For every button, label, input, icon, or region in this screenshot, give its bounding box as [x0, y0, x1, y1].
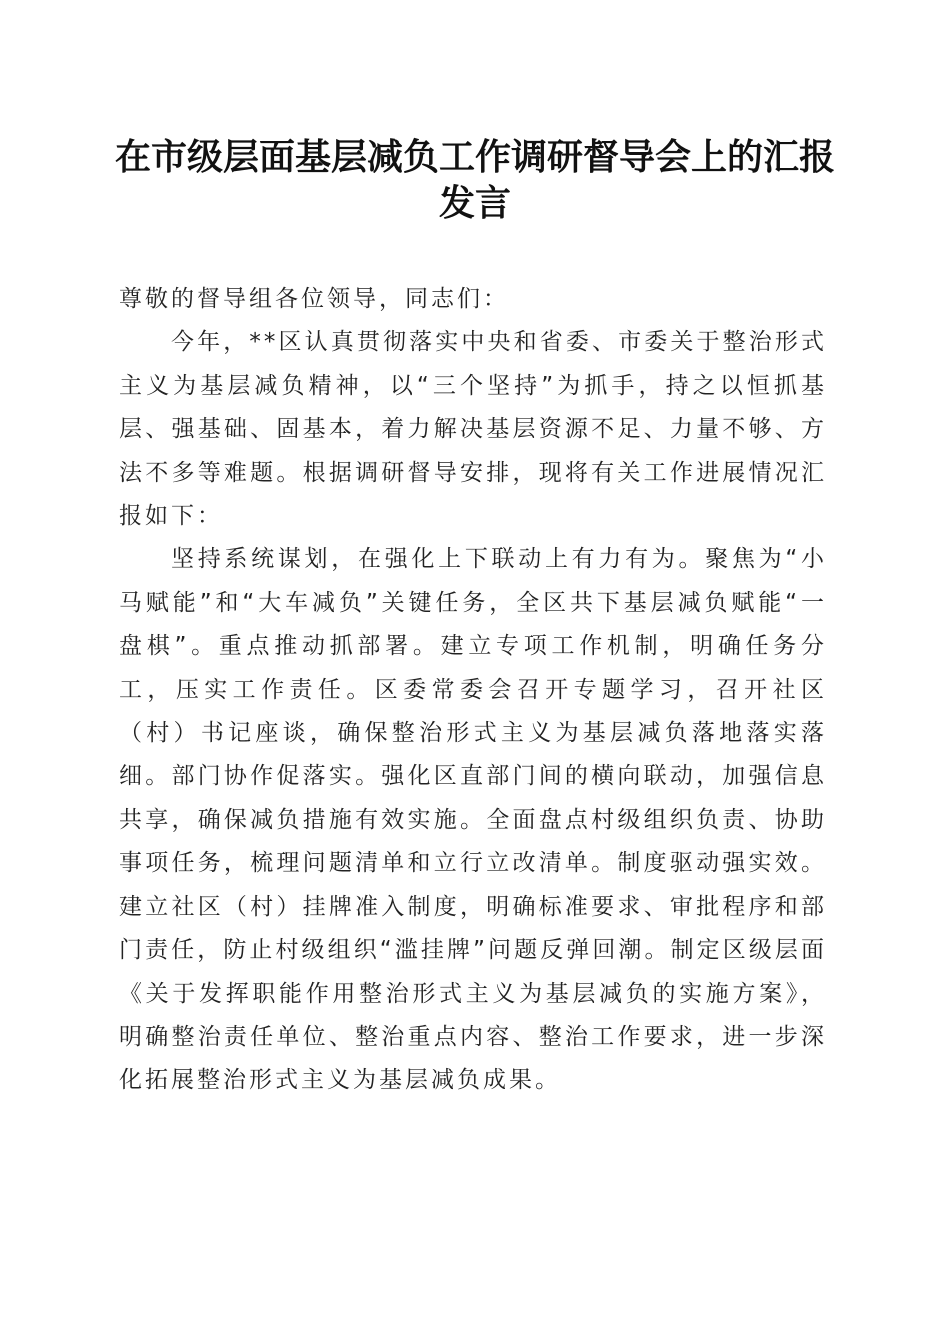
document-body	[119, 278, 827, 1103]
paragraph-intro: 今年，**区认真贯彻落实中央和省委、市委关于整治形式主义为基层减负精神，以“三个坚持”为抓手，持之以恒抓基层、强基础、固基本，着力解决基层资源不足、力量不够、方法不多等难题。根据调研督导安排，现将有关工作进展情况汇报如下：	[119, 329, 827, 530]
salutation: 尊敬的督导组各位领导，同志们：	[119, 286, 509, 312]
document-title: 在市级层面基层减负工作调研督导会上的汇报发言	[114, 136, 835, 224]
paragraph-system-planning: 坚持系统谋划，在强化上下联动上有力有为。聚焦为“小马赋能”和“大车减负”关键任务，全区共下基层减负赋能“一盘棋”。重点推动抓部署。建立专项工作机制，明确任务分工，压实工作责任。区委常委会召开专题学习，召开社区（村）书记座谈，确保整治形式主义为基层减负落地落实落细。部门协作促落实。强化区直部门间的横向联动，加强信息共享，确保减负措施有效实施。全面盘点村级组织负责、协助事项任务，梳理问题清单和立行立改清单。制度驱动强实效。建立社区（村）挂牌准入制度，明确标准要求、审批程序和部门责任，防止村级组织“滥挂牌”问题反弹回潮。制定区级层面《关于发挥职能作用整治形式主义为基层减负的实施方案》，明确整治责任单位、整治重点内容、整治工作要求，进一步深化拓展整治形式主义为基层减负成果。	[119, 546, 827, 1094]
